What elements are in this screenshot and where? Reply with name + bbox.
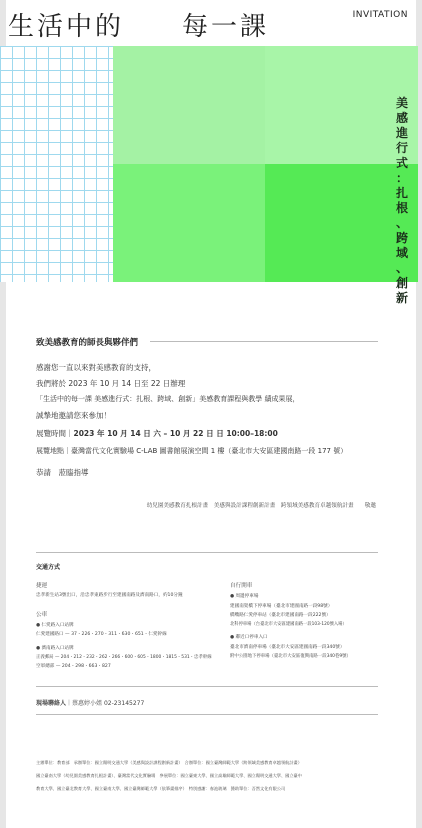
bus-stop-2-routes-a: 正義郵局 — 204・212・232・262・266・600・605・1800・1815・531・忠孝幹線 — [36, 655, 212, 660]
parking-2: 橋嘴路仁愛停車站（臺北市建國南路一段222號） — [230, 613, 331, 618]
subtitle-char: 新 — [395, 291, 408, 305]
exhibition-time-label: 展覽時間 — [36, 429, 66, 438]
exhibition-time: 展覽時間｜2023 年 10 月 14 日 六 – 10 月 22 日 日 10:00–18:00 — [36, 429, 278, 438]
signature: 幼兒園美感教育扎根計畫 美感與設計課程創新計畫 跨領域美感教育卓越領航計畫 敬邀 — [146, 503, 376, 509]
driving-label: 自行開車 — [230, 583, 253, 589]
transport-top-divider — [36, 552, 378, 553]
subtitle-char: 根 — [395, 201, 408, 215]
credits-line-3: 教育大學、國立臺北教育大學、國立臺南大學、國立臺灣師範大學（依筆畫排序） 特別感謝：春池玻璃 贊助單位：吾然文化有限公司 — [36, 786, 286, 791]
bus-stop-2-label: ● 濟南路入口站牌 — [36, 646, 74, 651]
subtitle-char: 式 — [395, 156, 408, 170]
subtitle-char: 扎 — [395, 186, 408, 200]
subtitle-char: 美 — [395, 96, 408, 110]
closing-text: 恭請 蒞臨指導 — [36, 468, 89, 477]
subtitle-char: 、 — [395, 216, 408, 230]
letter-line-3: 「生活中的每一課 美感進行式：扎根、跨域、創新」美感教育課程與教學 績成果展， — [36, 395, 300, 403]
nearby-parking-1: 臺北市濟南停車場（臺北市大安區建國南路一段340號） — [230, 645, 345, 650]
contact: 現場聯絡人｜蔡惠婷小姐 02-23145277 — [36, 700, 145, 707]
bus-label: 公車 — [36, 612, 48, 618]
mrt-info: 忠孝新生站3號出口，沿忠孝東路步行至建國南路及濟南路口，約10分鐘 — [36, 593, 183, 598]
subtitle-char: 感 — [395, 111, 408, 125]
nearby-parking-2: 附中公園地下停車場（臺北市大安區復興南路一段340巷9號） — [230, 654, 351, 659]
invitation-label: INVITATION — [352, 10, 408, 20]
credits-line-2: 國立臺南大學（幼兒園美感教育扎根計畫）、臺灣當代文化實驗場 參展單位：國立臺東大學、國立高雄師範大學、國立陽明交通大學、國立臺中 — [36, 773, 302, 778]
letter-line-1: 感謝您一直以來對美感教育的支持， — [36, 363, 156, 372]
letter-line-2: 我們將於 2023 年 10 月 14 日至 22 日辦理 — [36, 379, 186, 388]
bus-stop-1-routes: 仁愛建國路口 — 37・226・270・311・630・651・仁愛幹線 — [36, 632, 167, 637]
letter-heading: 致美感教育的師長與夥伴們 — [36, 338, 139, 348]
vertical-subtitle — [394, 96, 410, 306]
transport-bottom-divider — [36, 686, 378, 687]
subtitle-char: 創 — [395, 276, 408, 290]
exhibition-time-value: 2023 年 10 月 14 日 六 – 10 月 22 日 日 10:00–18:00 — [73, 429, 278, 438]
letter-heading-divider — [150, 341, 378, 342]
subtitle-char: 行 — [395, 141, 408, 155]
subtitle-char: 域 — [395, 246, 408, 260]
venue-value: 臺灣當代文化實驗場 C-LAB 圖書館展演空間 1 樓（臺北市大安區建國南路一段 177 號） — [71, 447, 348, 455]
subtitle-char: 進 — [395, 126, 408, 140]
nearby-parking-label: ● 鄰近口停車入口 — [230, 635, 268, 640]
subtitle-char: 跨 — [395, 231, 408, 245]
page-title: 生活中的 每一課 — [8, 12, 270, 42]
exhibition-venue: 展覽地點｜臺灣當代文化實驗場 C-LAB 圖書館展演空間 1 樓（臺北市大安區建國南路一段 177 號） — [36, 447, 348, 455]
mrt-label: 捷運 — [36, 583, 48, 589]
contact-value: 蔡惠婷小姐 02-23145277 — [72, 700, 145, 707]
contact-label: 現場聯絡人 — [36, 700, 67, 707]
contact-divider — [36, 714, 378, 715]
parking-label: ● 周邊停車場 — [230, 594, 259, 599]
subtitle-char: ： — [395, 171, 408, 185]
transport-heading: 交通方式 — [36, 564, 61, 571]
letter-line-4: 誠摯地邀請您來參加！ — [36, 411, 111, 420]
green-block-bottom-mid — [113, 164, 265, 282]
green-block-top-mid — [113, 46, 265, 164]
bus-stop-1-label: ● 仁愛路入口站牌 — [36, 623, 74, 628]
grid-green-overlay — [0, 164, 113, 282]
credits-line-1: 主辦單位：教育部 承辦單位：國立陽明交通大學（美感與設計課程創新計畫） 合辦單位：國立臺灣師範大學（跨領域美感教育卓越領航計畫） — [36, 760, 302, 765]
venue-label: 展覽地點 — [36, 447, 64, 455]
parking-1: 建國南架橋下停車場（臺北市建國南路一段98號） — [230, 604, 333, 609]
parking-3: 北科停車場（台臺北市大安區建國南路一段103-120號入場） — [230, 622, 347, 627]
subtitle-char: 、 — [395, 261, 408, 275]
bus-stop-2-routes-b: 空軍總部 — 204・298・663・827 — [36, 664, 111, 669]
